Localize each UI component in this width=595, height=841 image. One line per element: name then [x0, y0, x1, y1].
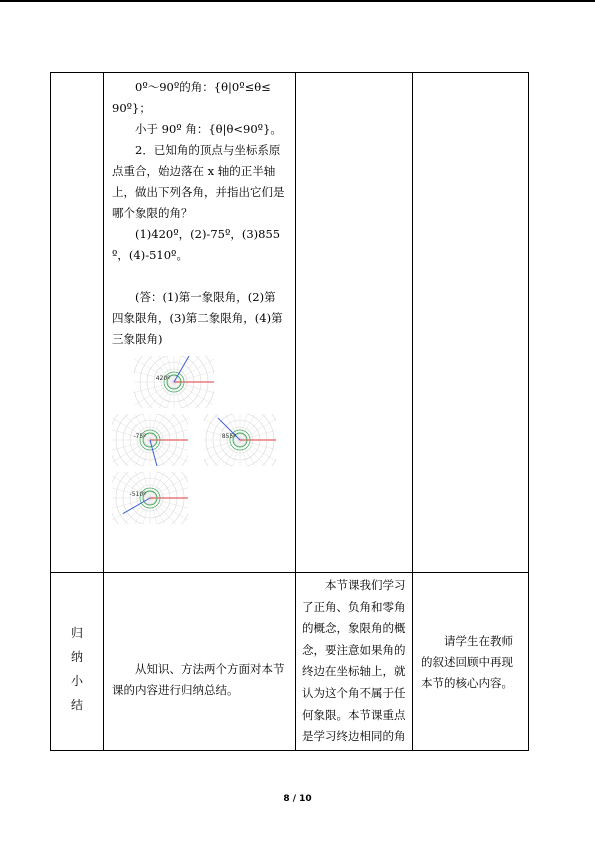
design-intent-cell-empty — [413, 73, 529, 573]
exercise-question-line-3: 上，做出下列各角，并指出它们是 — [112, 185, 285, 199]
exercise-angles-line-1: (1)420º，(2)-75º，(3)855 — [135, 227, 281, 241]
page-number: 8 / 10 — [283, 794, 312, 804]
angle-label: -510º — [129, 491, 146, 498]
exercise-question-line-1: 2．已知角的顶点与坐标系原 — [135, 143, 281, 157]
angle-diagram-420 — [134, 356, 214, 408]
summary-label-char: 小 — [70, 674, 83, 688]
angle-diagram-855 — [204, 414, 276, 466]
summary-label-char: 纳 — [70, 650, 83, 664]
header-rule — [0, 0, 595, 2]
summary-activity-cell — [104, 573, 296, 751]
summary-teacher-text: 本节课我们学习了正角、负角和零角的概念，象限角的概念，要注意如果角的终边在坐标轴上，就认为这个角不属于任何象限。本节课重点是学习终边相同的角 — [302, 578, 406, 744]
set-notation-line-3: 小于 90º 角：{θ|θ<90º}。 — [135, 122, 282, 136]
angle-diagram-neg75 — [112, 414, 188, 466]
exercise-question-line-4: 哪个象限的角？ — [112, 206, 193, 220]
summary-label-cell — [51, 573, 104, 751]
angle-diagram-neg510 — [112, 472, 188, 524]
summary-intent-text: 请学生在教师的叙述回顾中再现本节的核心内容。 — [421, 634, 513, 690]
summary-intent-cell — [413, 573, 529, 751]
summary-label-char: 归 — [70, 626, 83, 640]
table-row-summary — [51, 573, 529, 751]
set-notation-line-1: 0º～90º的角：{θ|0º≤θ≤ — [135, 80, 271, 94]
section-label-cell — [51, 73, 104, 573]
summary-label-char: 结 — [70, 698, 83, 712]
table-row-exercise — [51, 73, 529, 573]
angle-label: -75º — [133, 433, 146, 440]
summary-activity-text: 从知识、方法两个方面对本节课的内容进行归纳总结。 — [112, 662, 285, 697]
exercise-angles-line-2: º，(4)-510º。 — [112, 248, 188, 262]
answer-line-2: 四象限角，(3)第二象限角，(4)第 — [112, 311, 283, 325]
set-notation-line-2: 90º}； — [112, 101, 151, 115]
teacher-activity-cell-empty — [296, 73, 413, 573]
answer-line-3: 三象限角) — [112, 332, 163, 346]
answer-line-1: (答：(1)第一象限角，(2)第 — [135, 290, 276, 304]
lesson-table — [50, 72, 529, 751]
angle-label: 855º — [221, 433, 236, 440]
angle-label: 420º — [155, 375, 170, 382]
exercise-content-cell — [104, 73, 296, 573]
summary-teacher-cell — [296, 573, 413, 751]
exercise-question-line-2: 点重合，始边落在 x 轴的正半轴 — [112, 164, 276, 178]
